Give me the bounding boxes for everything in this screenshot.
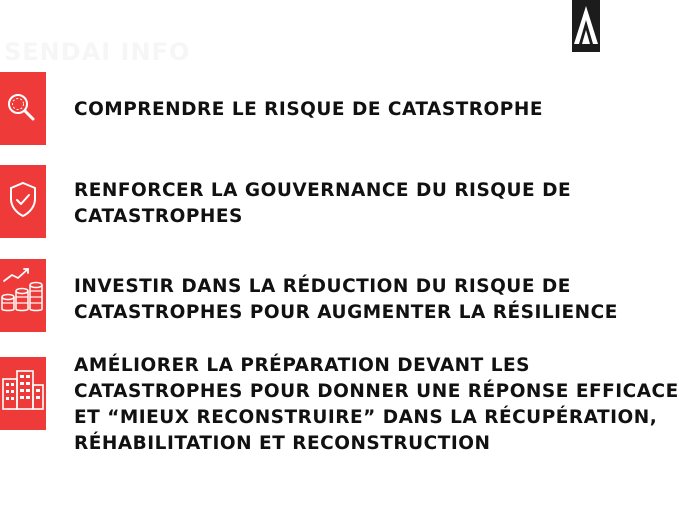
priority-text-2 <box>74 178 571 230</box>
buildings-icon <box>0 357 46 430</box>
priority-text-4 <box>74 353 679 457</box>
logo <box>572 0 600 52</box>
priority-text-1 <box>74 97 543 123</box>
priority-line: RENFORCER LA GOUVERNANCE DU RISQUE DE <box>74 180 572 201</box>
coins-growth-icon <box>0 259 46 332</box>
priority-line: CATASTROPHES <box>74 206 243 227</box>
priority-line: COMPRENDRE LE RISQUE DE CATASTROPHE <box>74 99 543 120</box>
priority-line: CATASTROPHES POUR AUGMENTER LA RÉSILIENCE <box>74 302 618 323</box>
priority-text-3 <box>74 274 618 326</box>
shield-check-icon <box>0 165 46 238</box>
faint-background-heading: SENDAI INFO <box>4 38 191 66</box>
priority-line: CATASTROPHES POUR DONNER UNE RÉPONSE EFFICACE <box>74 381 679 402</box>
magnifier-icon <box>0 72 46 145</box>
priority-line: AMÉLIORER LA PRÉPARATION DEVANT LES <box>74 355 530 376</box>
priority-line: RÉHABILITATION ET RECONSTRUCTION <box>74 433 491 454</box>
priority-line: ET “MIEUX RECONSTRUIRE” DANS LA RÉCUPÉRATION, <box>74 407 658 428</box>
priority-line: INVESTIR DANS LA RÉDUCTION DU RISQUE DE <box>74 276 571 297</box>
